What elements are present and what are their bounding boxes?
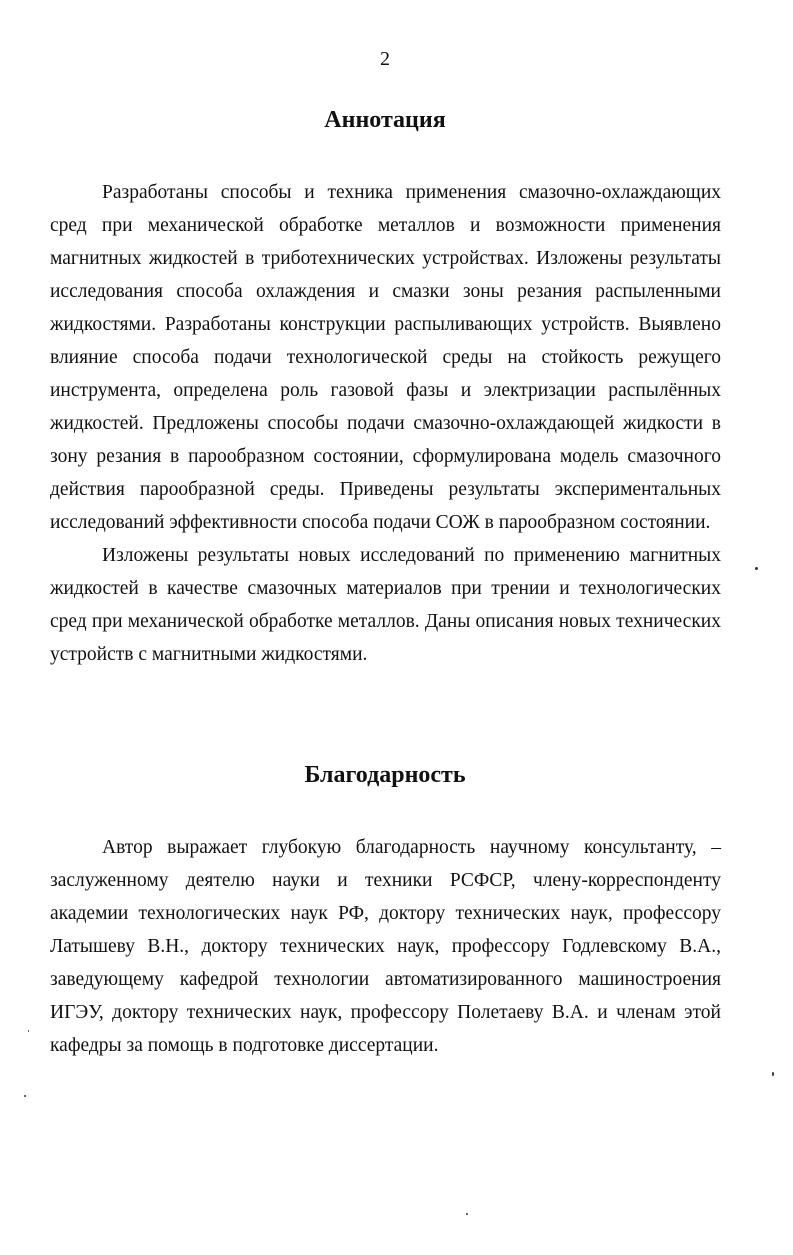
- annotation-paragraph-1: Разработаны способы и техника применения смазочно-охлаждающих сред при механической обработке металлов и возможности применения магнитных жидкостей в триботехнических устройствах. Изложены результаты исследования способа охлаждения и смазки зоны резания распыленными жидкостями. Разработаны конструкции распыливающих устройств. Выявлено влияние способа подачи технологической среды на стойкость режущего инструмента, определена роль газовой фазы и электризации распылённых жидкостей. Предложены способы подачи смазочно-охлаждающей жидкости в зону резания в парообразном состоянии, сформулирована модель смазочного действия парообразной среды. Приведены результаты экспериментальных исследований эффективности способа подачи СОЖ в парообразном состоянии.: [50, 182, 721, 533]
- page-number: 2: [380, 48, 390, 70]
- scan-speck: [466, 1213, 468, 1215]
- annotation-heading: Аннотация: [324, 107, 446, 133]
- scan-speck: [24, 1095, 26, 1097]
- acknowledgement-text: [50, 831, 721, 1062]
- acknowledgement-heading: Благодарность: [304, 762, 466, 788]
- annotation-text: [50, 176, 721, 671]
- annotation-paragraph-2: Изложены результаты новых исследований по применению магнитных жидкостей в качестве смазочных материалов при трении и технологических сред при механической обработке металлов. Даны описания новых технических устройств с магнитными жидкостями.: [50, 545, 721, 665]
- acknowledgement-paragraph: Автор выражает глубокую благодарность научному консультанту, – заслуженному деятелю науки и техники РСФСР, члену-корреспонденту академии технологических наук РФ, доктору технических наук, профессору Латышеву В.Н., доктору технических наук, профессору Годлевскому В.А., заведующему кафедрой технологии автоматизированного машиностроения ИГЭУ, доктору технических наук, профессору Полетаеву В.А. и членам этой кафедры за помощь в подготовке диссертации.: [50, 837, 721, 1056]
- scan-speck: [755, 567, 758, 570]
- scan-speck: [772, 1072, 774, 1076]
- scan-speck: [28, 1030, 29, 1032]
